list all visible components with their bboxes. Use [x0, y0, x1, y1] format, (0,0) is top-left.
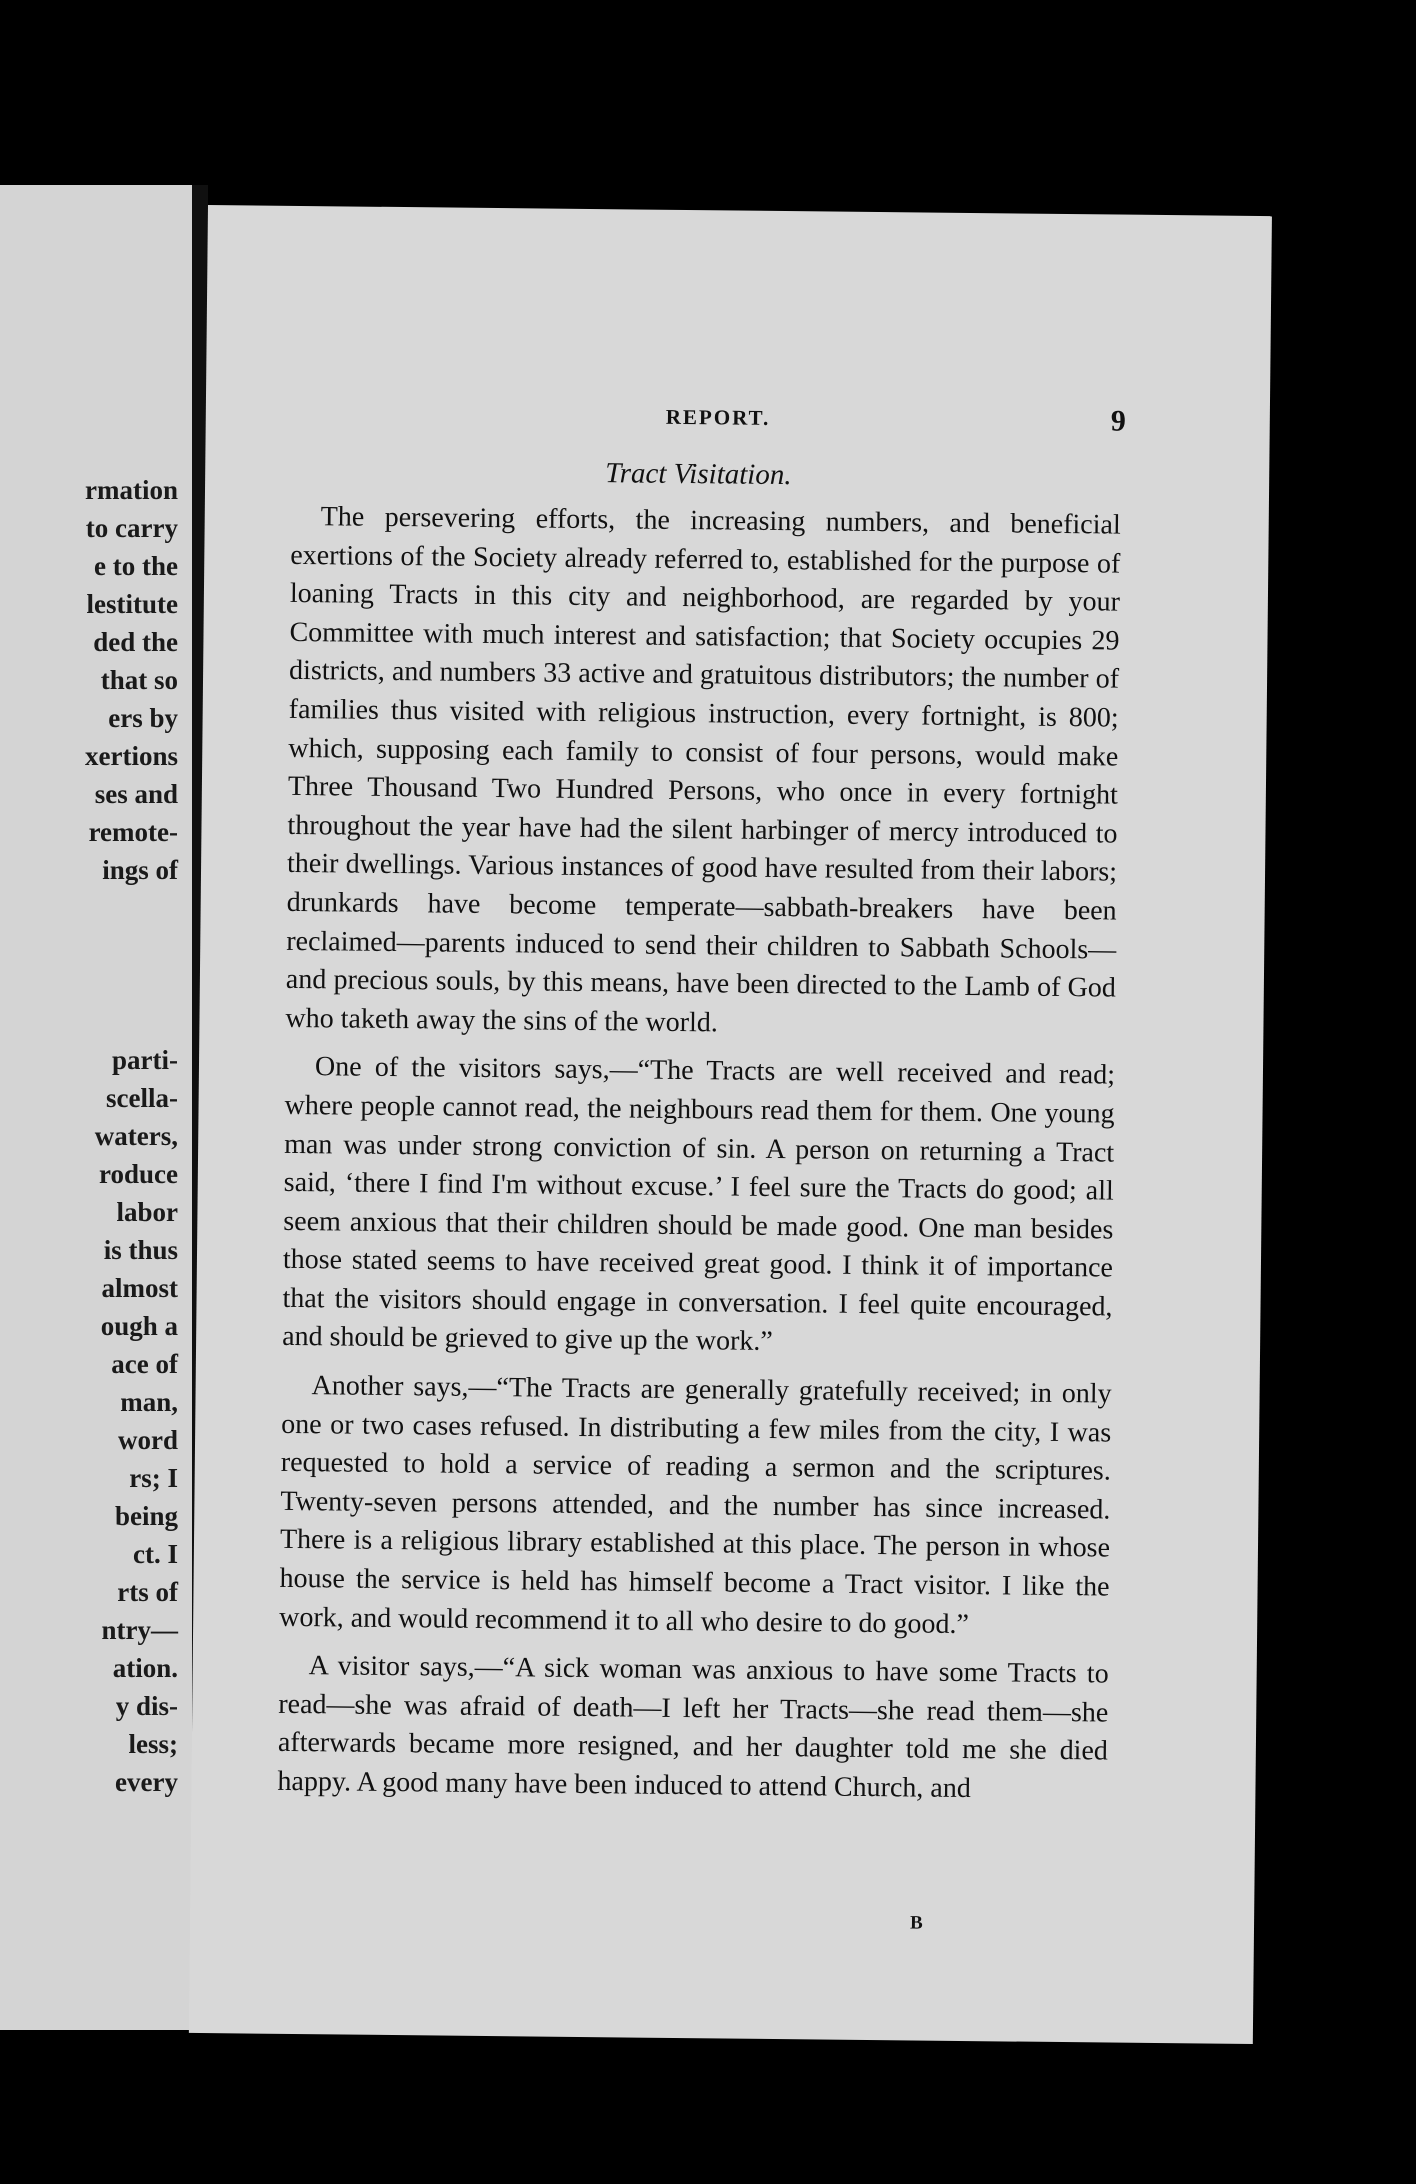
facing-line: rs; I [129, 1463, 178, 1493]
section-title: Tract Visitation. [605, 457, 792, 492]
facing-line: rmation [85, 475, 178, 505]
facing-line: labor [116, 1197, 178, 1227]
facing-line: xertions [85, 741, 178, 771]
facing-line: that so [100, 665, 178, 695]
facing-line: y dis- [115, 1691, 178, 1721]
signature-mark: B [909, 1912, 923, 1934]
facing-line: every [115, 1767, 178, 1797]
facing-line: to carry [85, 513, 178, 543]
running-head: REPORT. [665, 404, 771, 430]
facing-page-fragment [0, 185, 192, 2030]
facing-line: waters, [94, 1121, 178, 1151]
facing-line: ded the [93, 627, 178, 657]
facing-line: almost [101, 1273, 178, 1303]
paragraph: Another says,—“The Tracts are generally gratefully received; in only one or two cases refused. In distributing a few miles from the city, I was requested to hold a service of reading a sermon and the scriptures. Twenty-seven persons attended, and the number has since increased. There is a religious library established at this place. The person in whose house the service is held has himself become a Tract visitor. I like the work, and would recommend it to all who desire to do good.” [279, 1370, 1112, 1640]
facing-line: ct. I [133, 1539, 178, 1569]
facing-line: ace of [111, 1349, 178, 1379]
page-number: 9 [1110, 404, 1126, 438]
paragraph: A visitor says,—“A sick woman was anxious to have some Tracts to read—she was afraid of death—I left her Tracts—she read them—she afterwards became more resigned, and her daughter told me she died happy. A good many have been induced to attend Church, and [277, 1650, 1109, 1805]
facing-line: ses and [94, 779, 178, 809]
facing-line: ings of [102, 855, 178, 885]
body-text [277, 498, 1121, 1820]
facing-line: ntry— [101, 1615, 178, 1645]
facing-line: rts of [117, 1577, 178, 1607]
facing-line: word [118, 1425, 178, 1455]
facing-line: scella- [106, 1083, 178, 1113]
facing-line: roduce [99, 1159, 178, 1189]
document-page [189, 205, 1272, 2044]
paragraph: The persevering efforts, the increasing numbers, and beneficial exertions of the Society already referred to, established for the purpose of loaning Tracts in this city and neighborhood, are regarded by your Committee with much interest and satisfaction; that Society occupies 29 districts, and numbers 33 active and gratuitous distributors; the number of families thus visited with religious instruction, every fortnight, is 800; which, supposing each family to consist of four persons, would make Three Thousand Two Hundred Persons, who once in every fortnight throughout the year have had the silent harbinger of mercy introduced to their dwellings. Various instances of good have resulted from their labors; drunkards have become temperate—sabbath-breakers have been reclaimed—parents induced to send their children to Sabbath Schools—and precious souls, by this means, have been directed to the Lamb of God who taketh away the sins of the world. [285, 501, 1121, 1039]
facing-line: being [114, 1501, 178, 1531]
facing-line: remote- [88, 817, 178, 847]
facing-line: ough a [100, 1311, 178, 1341]
facing-line: lestitute [86, 589, 178, 619]
facing-line: is thus [103, 1235, 178, 1265]
facing-line: ation. [112, 1653, 178, 1683]
paragraph: One of the visitors says,—“The Tracts are well received and read; where people cannot read, the neighbours read them for them. One young man was under strong conviction of sin. A person on returning a Tract said, ‘there I find I'm without excuse.’ I feel sure the Tracts do good; all seem anxious that their children should be made good. One man besides those stated seems to have received great good. I think it of importance that the visitors should engage in conversation. I feel quite encouraged, and should be grieved to give up the work.” [281, 1051, 1116, 1358]
facing-line: less; [128, 1729, 178, 1759]
facing-line: man, [120, 1387, 178, 1417]
facing-line: ers by [108, 703, 178, 733]
facing-line: parti- [112, 1045, 178, 1075]
facing-line: e to the [94, 551, 178, 581]
